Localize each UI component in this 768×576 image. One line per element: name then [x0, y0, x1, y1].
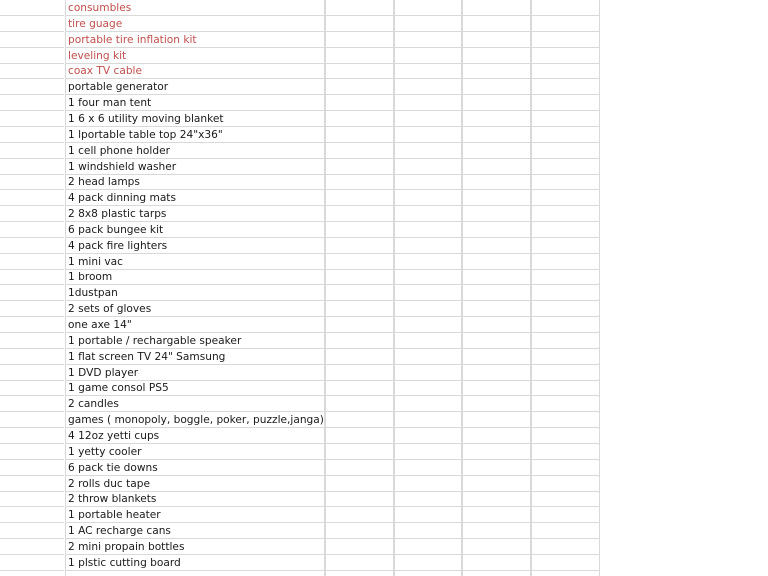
column-divider	[599, 0, 600, 576]
empty-cell[interactable]	[462, 539, 531, 555]
empty-cell[interactable]	[325, 333, 394, 349]
table-row	[0, 254, 600, 270]
empty-cell[interactable]	[325, 285, 394, 301]
item-cell[interactable]: 6 pack bungee kit	[65, 222, 325, 238]
empty-cell[interactable]	[325, 491, 394, 507]
empty-cell[interactable]	[394, 206, 462, 222]
table-row	[0, 63, 600, 79]
empty-cell[interactable]	[325, 269, 394, 285]
empty-cell[interactable]	[531, 476, 600, 492]
item-cell[interactable]: 1 lportable table top 24"x36"	[65, 127, 325, 143]
empty-cell[interactable]	[394, 349, 462, 365]
item-cell[interactable]: 2 throw blankets	[65, 491, 325, 507]
item-cell[interactable]: 2 rolls duc tape	[65, 476, 325, 492]
empty-cell[interactable]	[394, 491, 462, 507]
empty-cell[interactable]	[394, 507, 462, 523]
table-row	[0, 174, 600, 190]
empty-cell[interactable]	[394, 159, 462, 175]
empty-cell[interactable]	[325, 523, 394, 539]
table-row	[0, 190, 600, 206]
empty-cell[interactable]	[325, 111, 394, 127]
empty-cell[interactable]	[325, 79, 394, 95]
item-cell[interactable]: portable generator	[65, 79, 325, 95]
empty-cell[interactable]	[325, 317, 394, 333]
empty-cell[interactable]	[462, 79, 531, 95]
empty-cell[interactable]	[0, 412, 64, 428]
empty-cell[interactable]	[462, 174, 531, 190]
empty-cell[interactable]	[531, 396, 600, 412]
table-row	[0, 555, 600, 571]
empty-cell[interactable]	[65, 571, 325, 576]
empty-cell[interactable]	[531, 317, 600, 333]
empty-cell[interactable]	[0, 79, 64, 95]
empty-cell[interactable]	[0, 111, 64, 127]
empty-cell[interactable]	[0, 254, 64, 270]
empty-cell[interactable]	[0, 269, 64, 285]
empty-cell[interactable]	[0, 523, 64, 539]
item-cell[interactable]: 1 four man tent	[65, 95, 325, 111]
empty-cell[interactable]	[462, 380, 531, 396]
empty-cell[interactable]	[462, 222, 531, 238]
empty-cell[interactable]	[0, 396, 64, 412]
item-cell[interactable]: 1 6 x 6 utility moving blanket	[65, 111, 325, 127]
empty-cell[interactable]	[394, 396, 462, 412]
table-row	[0, 428, 600, 444]
empty-cell[interactable]	[325, 0, 394, 16]
empty-cell[interactable]	[394, 0, 462, 16]
empty-cell[interactable]	[462, 555, 531, 571]
item-cell[interactable]: 2 mini propain bottles	[65, 539, 325, 555]
empty-cell[interactable]	[531, 206, 600, 222]
empty-cell[interactable]	[462, 444, 531, 460]
empty-cell[interactable]	[531, 571, 600, 576]
item-cell[interactable]: 1 plstic cutting board	[65, 555, 325, 571]
table-row	[0, 95, 600, 111]
empty-cell[interactable]	[531, 428, 600, 444]
item-cell[interactable]: games ( monopoly, boggle, poker, puzzle,janga)	[65, 412, 325, 428]
empty-cell[interactable]	[531, 365, 600, 381]
empty-cell[interactable]	[394, 317, 462, 333]
empty-cell[interactable]	[531, 16, 600, 32]
item-cell[interactable]: portable tire inflation kit	[65, 32, 325, 48]
table-row	[0, 143, 600, 159]
empty-cell[interactable]	[462, 127, 531, 143]
empty-cell[interactable]	[0, 222, 64, 238]
empty-cell[interactable]	[462, 254, 531, 270]
empty-cell[interactable]	[394, 174, 462, 190]
table-row	[0, 111, 600, 127]
empty-cell[interactable]	[394, 365, 462, 381]
empty-cell[interactable]	[462, 412, 531, 428]
item-cell[interactable]: 1 windshield washer	[65, 159, 325, 175]
table-row	[0, 396, 600, 412]
item-cell[interactable]: 2 head lamps	[65, 174, 325, 190]
empty-cell[interactable]	[325, 444, 394, 460]
empty-cell[interactable]	[462, 63, 531, 79]
column-divider	[531, 0, 532, 576]
table-row	[0, 127, 600, 143]
empty-cell[interactable]	[325, 507, 394, 523]
empty-cell[interactable]	[531, 48, 600, 64]
item-cell[interactable]: 1 cell phone holder	[65, 143, 325, 159]
empty-cell[interactable]	[325, 32, 394, 48]
empty-cell[interactable]	[394, 48, 462, 64]
empty-cell[interactable]	[0, 428, 64, 444]
table-row	[0, 301, 600, 317]
empty-cell[interactable]	[0, 491, 64, 507]
empty-cell[interactable]	[0, 190, 64, 206]
empty-cell[interactable]	[531, 127, 600, 143]
empty-cell[interactable]	[325, 254, 394, 270]
empty-cell[interactable]	[531, 111, 600, 127]
item-cell[interactable]: 1 flat screen TV 24" Samsung	[65, 349, 325, 365]
table-row	[0, 365, 600, 381]
empty-cell[interactable]	[0, 365, 64, 381]
empty-cell[interactable]	[531, 491, 600, 507]
empty-cell[interactable]	[462, 206, 531, 222]
empty-cell[interactable]	[0, 127, 64, 143]
empty-cell[interactable]	[531, 285, 600, 301]
empty-cell[interactable]	[394, 222, 462, 238]
item-cell[interactable]: 1 yetty cooler	[65, 444, 325, 460]
empty-cell[interactable]	[394, 460, 462, 476]
table-row	[0, 444, 600, 460]
empty-cell[interactable]	[325, 476, 394, 492]
empty-cell[interactable]	[325, 174, 394, 190]
table-row	[0, 159, 600, 175]
empty-cell[interactable]	[394, 444, 462, 460]
item-cell[interactable]: leveling kit	[65, 48, 325, 64]
empty-cell[interactable]	[0, 0, 64, 16]
empty-cell[interactable]	[462, 523, 531, 539]
table-row	[0, 32, 600, 48]
empty-cell[interactable]	[462, 16, 531, 32]
empty-cell[interactable]	[394, 63, 462, 79]
empty-cell[interactable]	[531, 349, 600, 365]
empty-cell[interactable]	[0, 571, 64, 576]
table-row	[0, 206, 600, 222]
item-cell[interactable]: 4 12oz yetti cups	[65, 428, 325, 444]
empty-cell[interactable]	[325, 380, 394, 396]
empty-cell[interactable]	[531, 32, 600, 48]
table-row	[0, 571, 600, 576]
empty-cell[interactable]	[325, 571, 394, 576]
empty-cell[interactable]	[531, 555, 600, 571]
item-cell[interactable]: 1 game consol PS5	[65, 380, 325, 396]
empty-cell[interactable]	[462, 317, 531, 333]
empty-cell[interactable]	[0, 174, 64, 190]
table-row	[0, 48, 600, 64]
empty-cell[interactable]	[0, 301, 64, 317]
empty-cell[interactable]	[462, 333, 531, 349]
table-row	[0, 333, 600, 349]
empty-cell[interactable]	[0, 159, 64, 175]
empty-cell[interactable]	[0, 460, 64, 476]
empty-cell[interactable]	[394, 269, 462, 285]
empty-cell[interactable]	[0, 63, 64, 79]
empty-cell[interactable]	[0, 285, 64, 301]
item-cell[interactable]: 1 AC recharge cans	[65, 523, 325, 539]
empty-cell[interactable]	[325, 222, 394, 238]
empty-cell[interactable]	[0, 206, 64, 222]
column-divider	[394, 0, 395, 576]
item-cell[interactable]: 4 pack fire lighters	[65, 238, 325, 254]
empty-cell[interactable]	[0, 238, 64, 254]
empty-cell[interactable]	[531, 333, 600, 349]
empty-cell[interactable]	[531, 444, 600, 460]
empty-cell[interactable]	[462, 143, 531, 159]
item-cell[interactable]: tire guage	[65, 16, 325, 32]
table-row	[0, 523, 600, 539]
empty-cell[interactable]	[531, 63, 600, 79]
table-row	[0, 460, 600, 476]
empty-cell[interactable]	[325, 190, 394, 206]
empty-cell[interactable]	[462, 396, 531, 412]
empty-cell[interactable]	[325, 365, 394, 381]
empty-cell[interactable]	[325, 412, 394, 428]
empty-cell[interactable]	[325, 428, 394, 444]
column-divider	[462, 0, 463, 576]
empty-cell[interactable]	[462, 460, 531, 476]
table-row	[0, 222, 600, 238]
empty-cell[interactable]	[394, 254, 462, 270]
empty-cell[interactable]	[462, 190, 531, 206]
empty-cell[interactable]	[394, 32, 462, 48]
empty-cell[interactable]	[0, 349, 64, 365]
item-cell[interactable]: 2 candles	[65, 396, 325, 412]
empty-cell[interactable]	[531, 254, 600, 270]
empty-cell[interactable]	[462, 95, 531, 111]
empty-cell[interactable]	[462, 269, 531, 285]
empty-cell[interactable]	[394, 476, 462, 492]
empty-cell[interactable]	[531, 412, 600, 428]
empty-cell[interactable]	[394, 190, 462, 206]
empty-cell[interactable]	[394, 412, 462, 428]
empty-cell[interactable]	[325, 127, 394, 143]
empty-cell[interactable]	[325, 460, 394, 476]
empty-cell[interactable]	[0, 32, 64, 48]
empty-cell[interactable]	[394, 539, 462, 555]
empty-cell[interactable]	[394, 79, 462, 95]
empty-cell[interactable]	[325, 48, 394, 64]
table-row	[0, 412, 600, 428]
table-row	[0, 491, 600, 507]
empty-cell[interactable]	[462, 159, 531, 175]
empty-cell[interactable]	[325, 63, 394, 79]
empty-cell[interactable]	[0, 48, 64, 64]
empty-cell[interactable]	[531, 79, 600, 95]
empty-cell[interactable]	[394, 523, 462, 539]
item-cell[interactable]: 1dustpan	[65, 285, 325, 301]
empty-cell[interactable]	[531, 380, 600, 396]
item-cell[interactable]: 6 pack tie downs	[65, 460, 325, 476]
empty-cell[interactable]	[531, 159, 600, 175]
table-row	[0, 476, 600, 492]
empty-cell[interactable]	[325, 301, 394, 317]
empty-cell[interactable]	[0, 539, 64, 555]
table-row	[0, 349, 600, 365]
empty-cell[interactable]	[531, 507, 600, 523]
empty-cell[interactable]	[394, 285, 462, 301]
table-row	[0, 0, 600, 16]
empty-cell[interactable]	[462, 349, 531, 365]
table-row	[0, 317, 600, 333]
empty-cell[interactable]	[462, 428, 531, 444]
empty-cell[interactable]	[0, 444, 64, 460]
empty-cell[interactable]	[394, 238, 462, 254]
empty-cell[interactable]	[531, 0, 600, 16]
table-row	[0, 380, 600, 396]
item-cell[interactable]: 2 8x8 plastic tarps	[65, 206, 325, 222]
item-cell[interactable]: 1 DVD player	[65, 365, 325, 381]
empty-cell[interactable]	[531, 539, 600, 555]
table-row	[0, 285, 600, 301]
item-cell[interactable]: 1 broom	[65, 269, 325, 285]
table-row	[0, 16, 600, 32]
empty-cell[interactable]	[531, 174, 600, 190]
empty-cell[interactable]	[325, 206, 394, 222]
item-cell[interactable]: consumbles	[65, 0, 325, 16]
empty-cell[interactable]	[462, 571, 531, 576]
column-divider	[65, 0, 66, 576]
empty-cell[interactable]	[462, 32, 531, 48]
empty-cell[interactable]	[531, 301, 600, 317]
item-cell[interactable]: 1 mini vac	[65, 254, 325, 270]
empty-cell[interactable]	[394, 333, 462, 349]
empty-cell[interactable]	[325, 16, 394, 32]
item-cell[interactable]: one axe 14"	[65, 317, 325, 333]
empty-cell[interactable]	[394, 95, 462, 111]
item-cell[interactable]: 2 sets of gloves	[65, 301, 325, 317]
item-cell[interactable]: 1 portable heater	[65, 507, 325, 523]
empty-cell[interactable]	[325, 539, 394, 555]
empty-cell[interactable]	[0, 476, 64, 492]
empty-cell[interactable]	[394, 428, 462, 444]
table-row	[0, 269, 600, 285]
empty-cell[interactable]	[0, 143, 64, 159]
empty-cell[interactable]	[0, 555, 64, 571]
empty-cell[interactable]	[325, 95, 394, 111]
empty-cell[interactable]	[462, 476, 531, 492]
empty-cell[interactable]	[394, 111, 462, 127]
empty-cell[interactable]	[0, 380, 64, 396]
empty-cell[interactable]	[462, 365, 531, 381]
table-row	[0, 539, 600, 555]
empty-cell[interactable]	[0, 317, 64, 333]
empty-cell[interactable]	[531, 95, 600, 111]
column-divider	[325, 0, 326, 576]
empty-cell[interactable]	[531, 222, 600, 238]
empty-cell[interactable]	[462, 238, 531, 254]
empty-cell[interactable]	[325, 349, 394, 365]
empty-cell[interactable]	[394, 16, 462, 32]
empty-cell[interactable]	[531, 269, 600, 285]
empty-cell[interactable]	[531, 523, 600, 539]
empty-cell[interactable]	[531, 143, 600, 159]
empty-cell[interactable]	[325, 159, 394, 175]
empty-cell[interactable]	[394, 143, 462, 159]
empty-cell[interactable]	[325, 238, 394, 254]
empty-cell[interactable]	[394, 380, 462, 396]
item-cell[interactable]: 1 portable / rechargable speaker	[65, 333, 325, 349]
empty-cell[interactable]	[462, 285, 531, 301]
empty-cell[interactable]	[531, 190, 600, 206]
empty-cell[interactable]	[325, 555, 394, 571]
empty-cell[interactable]	[0, 333, 64, 349]
empty-cell[interactable]	[462, 491, 531, 507]
empty-cell[interactable]	[462, 111, 531, 127]
empty-cell[interactable]	[325, 396, 394, 412]
empty-cell[interactable]	[394, 571, 462, 576]
empty-cell[interactable]	[462, 301, 531, 317]
empty-cell[interactable]	[531, 238, 600, 254]
table-row	[0, 79, 600, 95]
empty-cell[interactable]	[0, 95, 64, 111]
empty-cell[interactable]	[394, 301, 462, 317]
empty-cell[interactable]	[0, 507, 64, 523]
empty-cell[interactable]	[462, 0, 531, 16]
item-cell[interactable]: coax TV cable	[65, 63, 325, 79]
empty-cell[interactable]	[325, 143, 394, 159]
table-row	[0, 238, 600, 254]
empty-cell[interactable]	[0, 16, 64, 32]
empty-cell[interactable]	[462, 507, 531, 523]
empty-cell[interactable]	[462, 48, 531, 64]
empty-cell[interactable]	[531, 460, 600, 476]
item-cell[interactable]: 4 pack dinning mats	[65, 190, 325, 206]
table-row	[0, 507, 600, 523]
empty-cell[interactable]	[394, 127, 462, 143]
empty-cell[interactable]	[394, 555, 462, 571]
